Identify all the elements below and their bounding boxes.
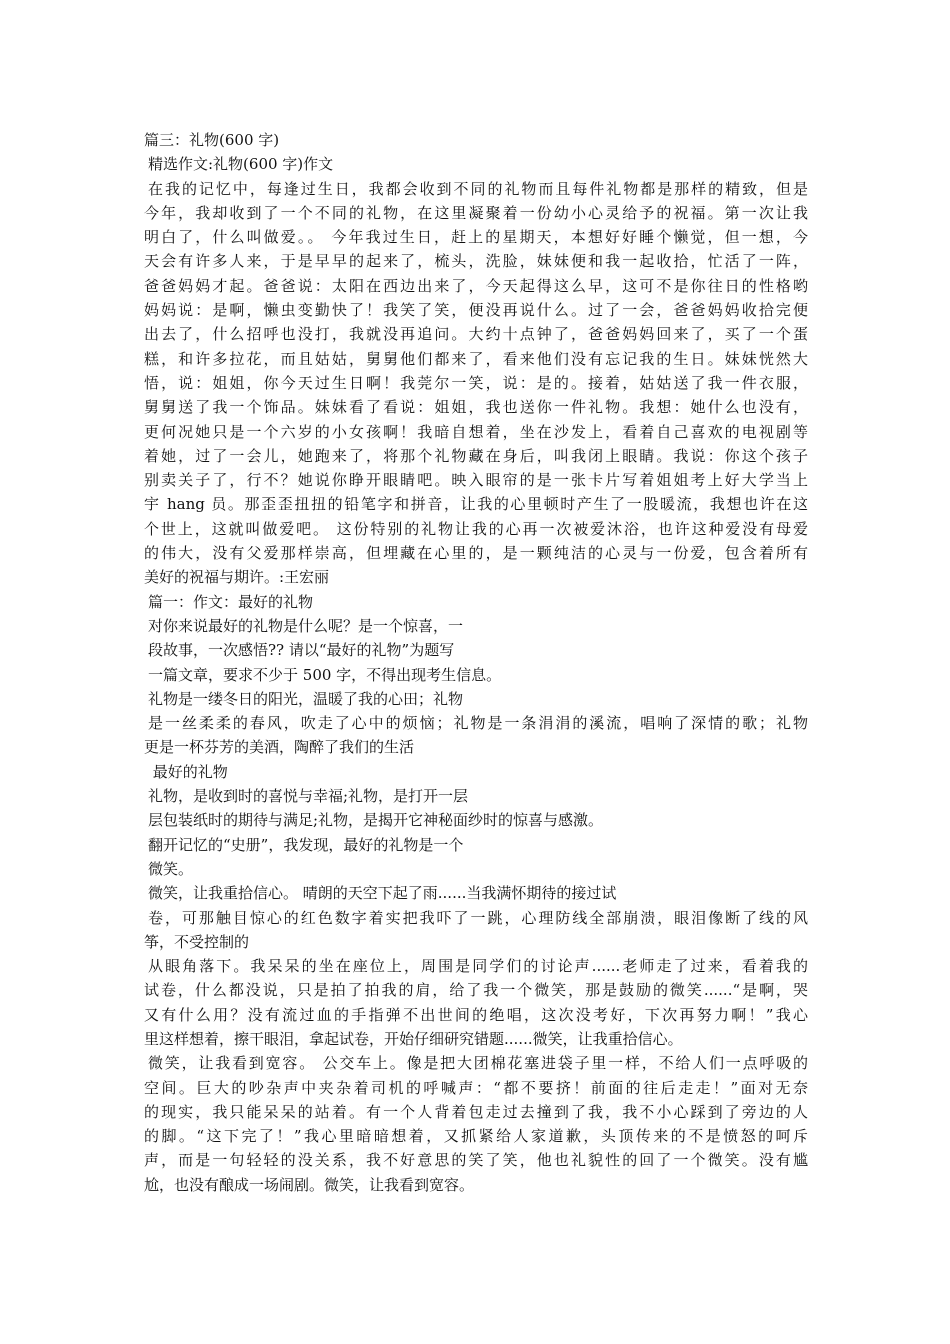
text-line: 微笑。 [148, 859, 194, 878]
text-line: 着她，过了一会儿，她跑来了，将那个礼物藏在身后，叫我闭上眼睛。我说：你这个孩子 [144, 446, 808, 465]
text-line: 层包装纸时的期待与满足;礼物，是揭开它神秘面纱时的惊喜与感激。 [148, 811, 604, 830]
text-line: 礼物，是收到时的喜悦与幸福;礼物，是打开一层 [148, 787, 469, 806]
text-line: 尬，也没有酿成一场闹剧。微笑，让我看到宽容。 [144, 1175, 475, 1194]
text-line: 里这样想着，擦干眼泪，拿起试卷，开始仔细研究错题......微笑，让我重拾信心。 [144, 1029, 683, 1048]
text-line: 微笑，让我看到宽容。 公交车上。像是把大团棉花塞进袋子里一样，不给人们一点呼吸的 [148, 1054, 808, 1073]
document-body [144, 128, 808, 1197]
text-line: 段故事，一次感悟?? 请以“最好的礼物”为题写 [148, 641, 455, 660]
text-line: 更是一杯芬芳的美酒，陶醉了我们的生活 [144, 738, 415, 757]
text-line: 空间。巨大的吵杂声中夹杂着司机的呼喊声：“都不要挤！前面的往后走走！”面对无奈 [144, 1078, 808, 1097]
text-line: 是一丝柔柔的春风，吹走了心中的烦恼；礼物是一条涓涓的溪流，唱响了深情的歌；礼物 [148, 714, 808, 733]
text-line: 舅舅送了我一个饰品。妹妹看了看说：姐姐，我也送你一件礼物。我想：她什么也没有， [144, 398, 808, 417]
text-line: 试卷，什么都没说，只是拍了拍我的肩，给了我一个微笑，那是鼓励的微笑......“是啊，哭 [144, 981, 808, 1000]
text-line: 悟，说：姐姐，你今天过生日啊！我莞尔一笑，说：是的。接着，姑姑送了我一件衣服， [144, 373, 808, 392]
text-line: 今年，我却收到了一个不同的礼物，在这里凝聚着一份幼小心灵给予的祝福。第一次让我 [144, 203, 808, 222]
text-line: 对你来说最好的礼物是什么呢？是一个惊喜，一 [148, 616, 464, 635]
text-line: 宇 hang 员。那歪歪扭扭的铅笔字和拼音，让我的心里顿时产生了一股暖流，我想也许在这 [144, 495, 808, 514]
text-line: 精选作文:礼物(600 字)作文 [148, 155, 334, 174]
text-line: 微笑，让我重拾信心。 晴朗的天空下起了雨......当我满怀期待的接过试 [148, 884, 617, 903]
text-line: 卷，可那触目惊心的红色数字着实把我吓了一跳，心理防线全部崩溃，眼泪像断了线的风 [148, 908, 808, 927]
text-line: 礼物是一缕冬日的阳光，温暖了我的心田；礼物 [148, 689, 464, 708]
text-line: 篇一：作文：最好的礼物 [148, 592, 314, 611]
text-line: 更何况她只是一个六岁的小女孩啊！我暗自想着，坐在沙发上，看着自己喜欢的电视剧等 [144, 422, 808, 441]
text-line: 在我的记忆中，每逢过生日，我都会收到不同的礼物而且每件礼物都是那样的精致，但是 [148, 179, 808, 198]
text-line: 个世上，这就叫做爱吧。 这份特别的礼物让我的心再一次被爱沐浴，也许这种爱没有母爱 [144, 519, 808, 538]
text-line: 别卖关子了，行不？她说你睁开眼睛吧。映入眼帘的是一张卡片写着姐姐考上好大学当上 [144, 471, 808, 490]
text-line: 篇三：礼物(600 字) [144, 131, 280, 149]
text-line: 筝，不受控制的 [144, 932, 250, 951]
text-line: 美好的祝福与期许。:王宏丽 [144, 568, 330, 587]
text-line: 的脚。“这下完了！”我心里暗暗想着，又抓紧给人家道歉，头顶传来的不是愤怒的呵斥 [144, 1127, 808, 1146]
text-line: 的现实，我只能呆呆的站着。有一个人背着包走过去撞到了我，我不小心踩到了旁边的人 [144, 1102, 808, 1121]
text-line: 天会有许多人来，于是早早的起来了，梳头，洗脸，妹妹便和我一起收拾，忙活了一阵， [144, 252, 808, 271]
text-line: 一篇文章，要求不少于 500 字，不得出现考生信息。 [148, 665, 502, 684]
text-line: 翻开记忆的“史册”，我发现，最好的礼物是一个 [148, 835, 464, 854]
text-line: 糕，和许多拉花，而且姑姑，舅舅他们都来了，看来他们没有忘记我的生日。妹妹恍然大 [144, 349, 808, 368]
text-line: 的伟大，没有父爱那样崇高，但埋藏在心里的，是一颗纯洁的心灵与一份爱，包含着所有 [144, 544, 808, 563]
text-line: 最好的礼物 [148, 762, 228, 781]
text-line: 明白了，什么叫做爱。。 今年我过生日，赶上的星期天，本想好好睡个懒觉，但一想，今 [144, 228, 808, 247]
text-line: 出去了，什么招呼也没打，我就没再追问。大约十点钟了，爸爸妈妈回来了，买了一个蛋 [144, 325, 808, 344]
text-line: 从眼角落下。我呆呆的坐在座位上，周围是同学们的讨论声......老师走了过来，看着我的 [148, 957, 808, 976]
text-line: 妈妈说：是啊，懒虫变勤快了！我笑了笑，便没再说什么。过了一会，爸爸妈妈收拾完便 [144, 301, 808, 320]
text-line: 爸爸妈妈才起。爸爸说：太阳在西边出来了，今天起得这么早，这可不是你往日的性格哟 [144, 276, 808, 295]
text-line: 又有什么用？没有流过血的手指弹不出世间的绝唱，这次没考好，下次再努力啊！”我心 [144, 1005, 808, 1024]
text-line: 声，而是一句轻轻的没关系，我不好意思的笑了笑，他也礼貌性的回了一个微笑。没有尴 [144, 1151, 808, 1170]
